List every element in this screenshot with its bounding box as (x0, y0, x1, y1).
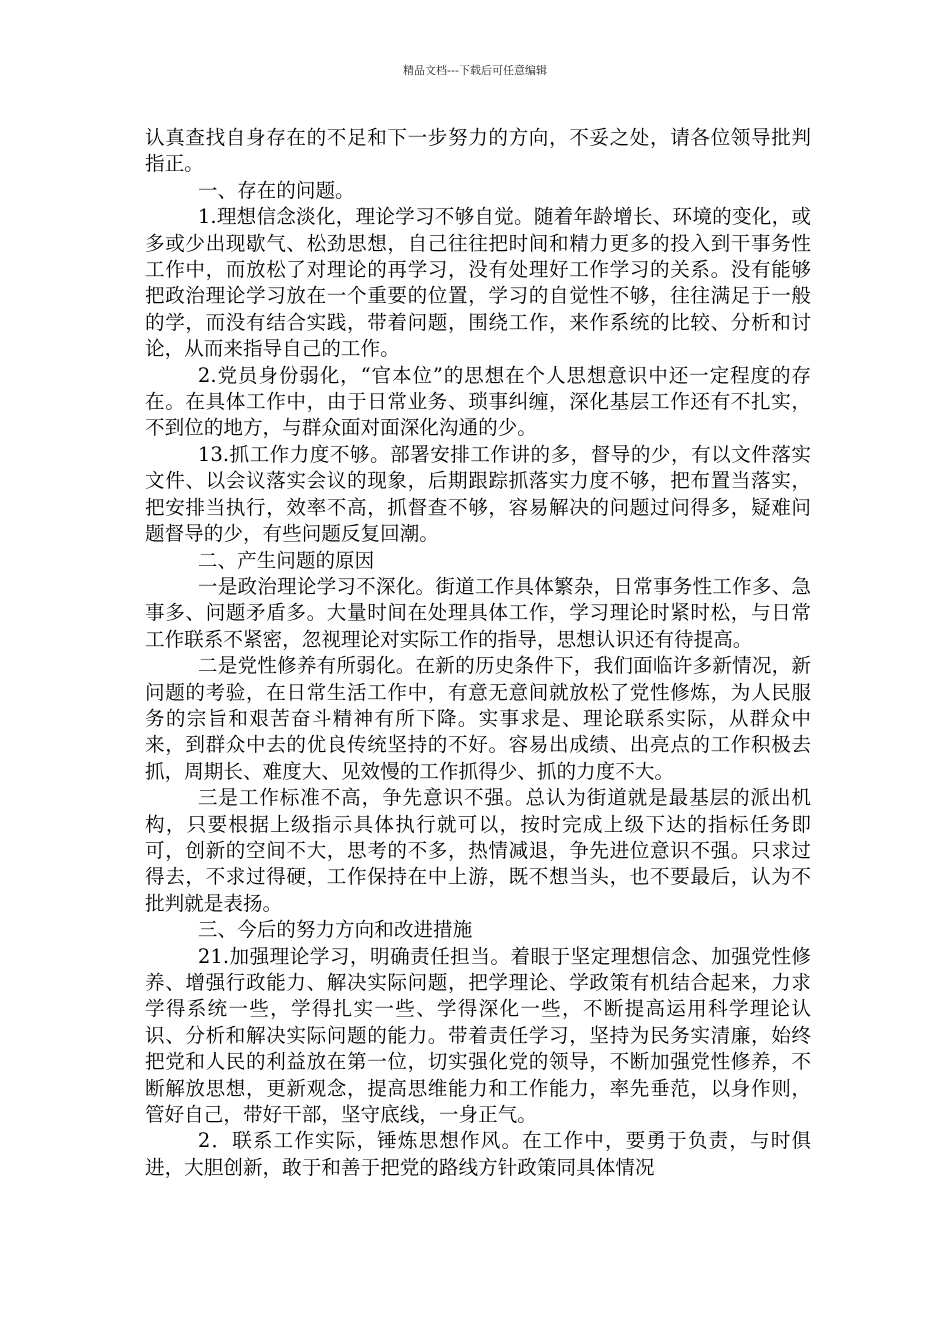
paragraph-measure-1: 21.加强理论学习，明确责任担当。着眼于坚定理想信念、加强党性修养、增强行政能力、解决实际问题，把学理论、学政策有机结合起来，力求学得系统一些，学得扎实一些、学得深化一些，不断提高运用科学理论认识、分析和解决实际问题的能力。带着责任学习，坚持为民务实清廉，始终把党和人民的利益放在第一位，切实强化党的领导，不断加强党性修养，不断解放思想，更新观念，提高思维能力和工作能力，率先垂范，以身作则，管好自己，带好干部，坚守底线，一身正气。 (145, 944, 811, 1127)
page-header: 精品文档---下载后可任意编辑 (403, 64, 547, 77)
paragraph-problem-3: 13.抓工作力度不够。部署安排工作讲的多，督导的少，有以文件落实文件、以会议落实会议的现象，后期跟踪抓落实力度不够，把布置当落实，把安排当执行，效率不高，抓督查不够，容易解决的问题过问得多，疑难问题督导的少，有些问题反复回潮。 (145, 442, 811, 546)
paragraph-cause-1: 一是政治理论学习不深化。街道工作具体繁杂，日常事务性工作多、急事多、问题矛盾多。大量时间在处理具体工作，学习理论时紧时松，与日常工作联系不紧密，忽视理论对实际工作的指导，思想认识还有待提高。 (145, 574, 811, 651)
paragraph-intro-continued: 认真查找自身存在的不足和下一步努力的方向，不妥之处，请各位领导批判指正。 (145, 126, 811, 176)
paragraph-measure-2: 2．联系工作实际，锤炼思想作风。在工作中，要勇于负责，与时俱进，大胆创新，敢于和善于把党的路线方针政策同具体情况 (145, 1129, 811, 1179)
section-heading-causes: 二、产生问题的原因 (197, 548, 375, 572)
document-body (145, 125, 811, 1181)
paragraph-problem-2: 2.党员身份弱化，“官本位”的思想在个人思想意识中还一定程度的存在。在具体工作中，由于日常业务、琐事纠缠，深化基层工作还有不扎实，不到位的地方，与群众面对面深化沟通的少。 (145, 363, 811, 440)
paragraph-cause-2: 二是党性修养有所弱化。在新的历史条件下，我们面临许多新情况，新问题的考验，在日常生活工作中，有意无意间就放松了党性修炼，为人民服务的宗旨和艰苦奋斗精神有所下降。实事求是、理论联系实际，从群众中来，到群众中去的优良传统坚持的不好。容易出成绩、出亮点的工作积极去抓，周期长、难度大、见效慢的工作抓得少、抓的力度不大。 (145, 654, 811, 783)
section-heading-measures: 三、今后的努力方向和改进措施 (197, 918, 473, 942)
section-heading-problems: 一、存在的问题。 (197, 178, 355, 202)
paragraph-problem-1: 1.理想信念淡化，理论学习不够自觉。随着年龄增长、环境的变化，或多或少出现歇气、松劲思想，自己往往把时间和精力更多的投入到干事务性工作中，而放松了对理论的再学习，没有处理好工作学习的关系。没有能够把政治理论学习放在一个重要的位置，学习的自觉性不够，往往满足于一般的学，而没有结合实践，带着问题，围绕工作，来作系统的比较、分析和讨论，从而来指导自己的工作。 (145, 205, 811, 361)
paragraph-cause-3: 三是工作标准不高，争先意识不强。总认为街道就是最基层的派出机构，只要根据上级指示具体执行就可以，按时完成上级下达的指标任务即可，创新的空间不大，思考的不多，热情减退，争先进位意识不强。只求过得去，不求过得硬，工作保持在中上游，既不想当头，也不要最后，认为不批判就是表扬。 (145, 786, 811, 915)
